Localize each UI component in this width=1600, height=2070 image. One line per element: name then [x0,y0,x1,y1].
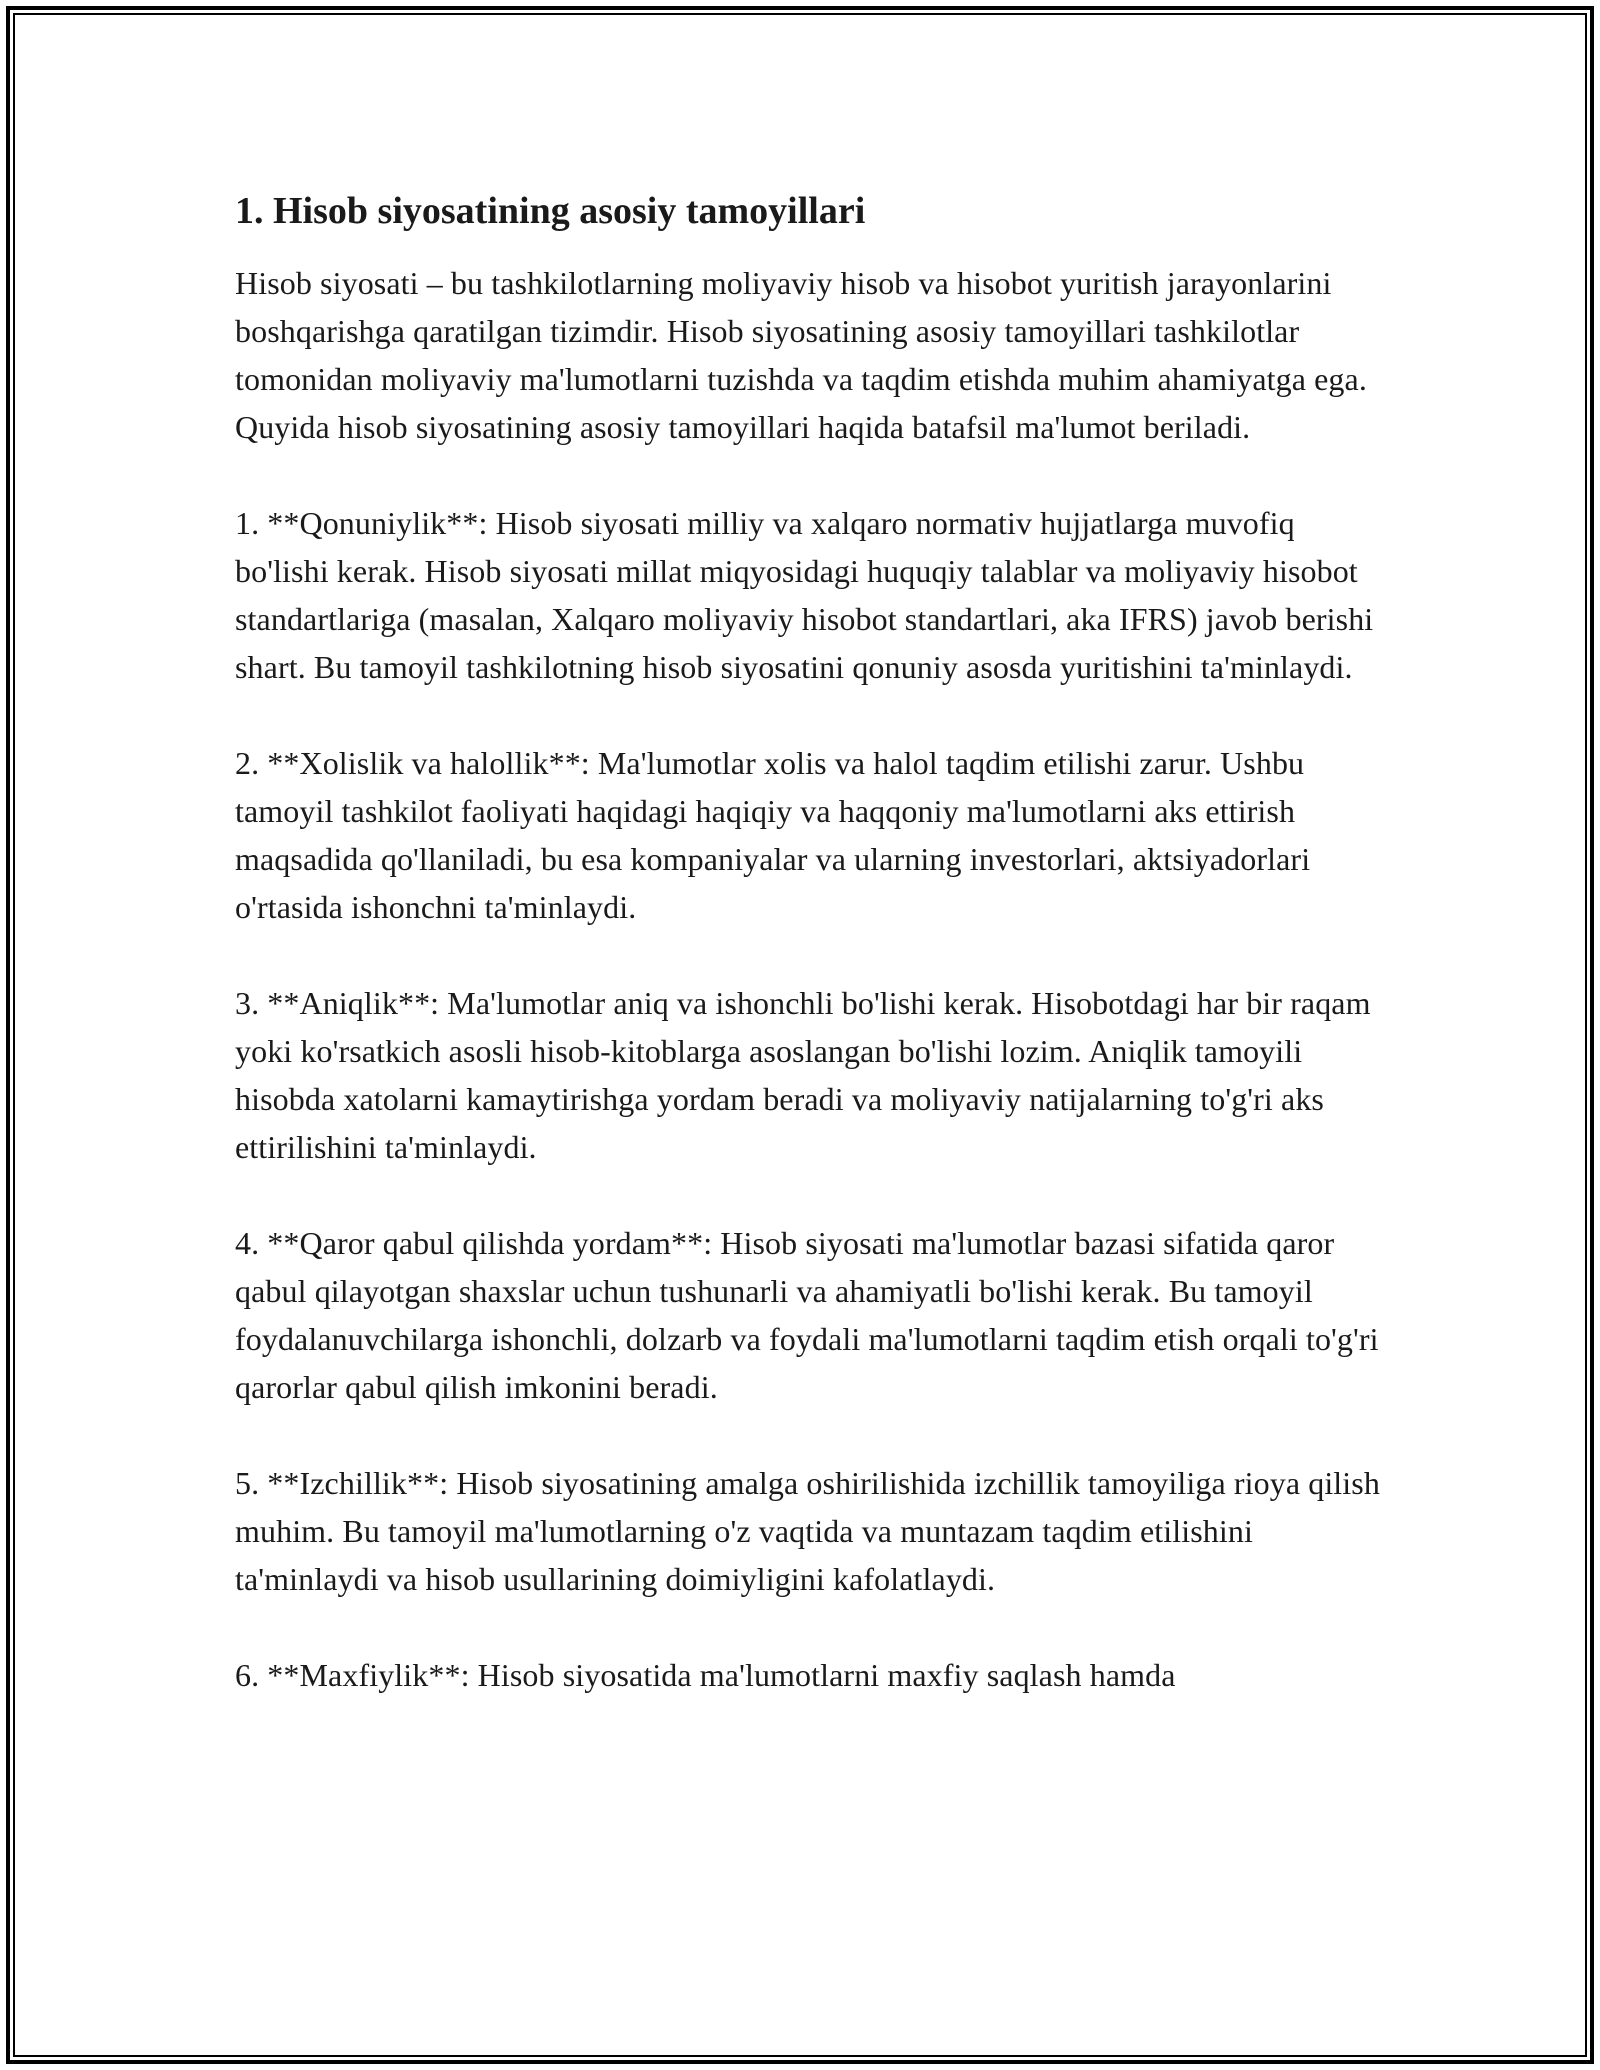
principle-confidentiality-paragraph: 6. **Maxfiylik**: Hisob siyosatida ma'lumotlarni maxfiy saqlash hamda [235,1657,1176,1693]
principle-consistency-paragraph: 5. **Izchillik**: Hisob siyosatining amalga oshirilishida izchillik tamoyiliga rioya qilish muhim. Bu tamoyil ma'lumotlarning o'z vaqtida va muntazam taqdim etilishini ta'minlaydi va hisob usullarining doimiyligini kafolatlaydi. [235,1465,1380,1597]
principle-objectivity-paragraph: 2. **Xolislik va halollik**: Ma'lumotlar xolis va halol taqdim etilishi zarur. Ushbu tamoyil tashkilot faoliyati haqidagi haqiqiy va haqqoniy ma'lumotlarni aks ettirish maqsadida qo'llaniladi, bu esa kompaniyalar va ularning investorlari, aktsiyadorlari o'rtasida ishonchni ta'minlaydi. [235,745,1311,925]
intro-paragraph: Hisob siyosati – bu tashkilotlarning moliyaviy hisob va hisobot yuritish jarayonlarini boshqarishga qaratilgan tizimdir. Hisob siyosatining asosiy tamoyillari tashkilotlar tomonidan moliyaviy ma'lumotlarni tuzishda va taqdim etishda muhim ahamiyatga ega. Quyida hisob siyosatining asosiy tamoyillari haqida batafsil ma'lumot beriladi. [235,265,1367,445]
section-heading: 1. Hisob siyosatining asosiy tamoyillari [235,190,866,232]
principle-legality-paragraph: 1. **Qonuniylik**: Hisob siyosati milliy va xalqaro normativ hujjatlarga muvofiq bo'lishi kerak. Hisob siyosati millat miqyosidagi huquqiy talablar va moliyaviy hisobot standartlariga (masalan, Xalqaro moliyaviy hisobot standartlari, aka IFRS) javob berishi shart. Bu tamoyil tashkilotning hisob siyosatini qonuniy asosda yuritishini ta'minlaydi. [235,505,1374,685]
principle-decision-support-paragraph: 4. **Qaror qabul qilishda yordam**: Hisob siyosati ma'lumotlar bazasi sifatida qaror qabul qilayotgan shaxslar uchun tushunarli va ahamiyatli bo'lishi kerak. Bu tamoyil foydalanuvchilarga ishonchli, dolzarb va foydali ma'lumotlarni taqdim etish orqali to'g'ri qarorlar qabul qilish imkonini beradi. [235,1225,1379,1405]
principle-accuracy-paragraph: 3. **Aniqlik**: Ma'lumotlar aniq va ishonchli bo'lishi kerak. Hisobotdagi har bir raqam yoki ko'rsatkich asosli hisob-kitoblarga asoslangan bo'lishi lozim. Aniqlik tamoyili hisobda xatolarni kamaytirishga yordam beradi va moliyaviy natijalarning to'g'ri aks ettirilishini ta'minlaydi. [235,985,1371,1165]
document-body [235,185,1385,1699]
